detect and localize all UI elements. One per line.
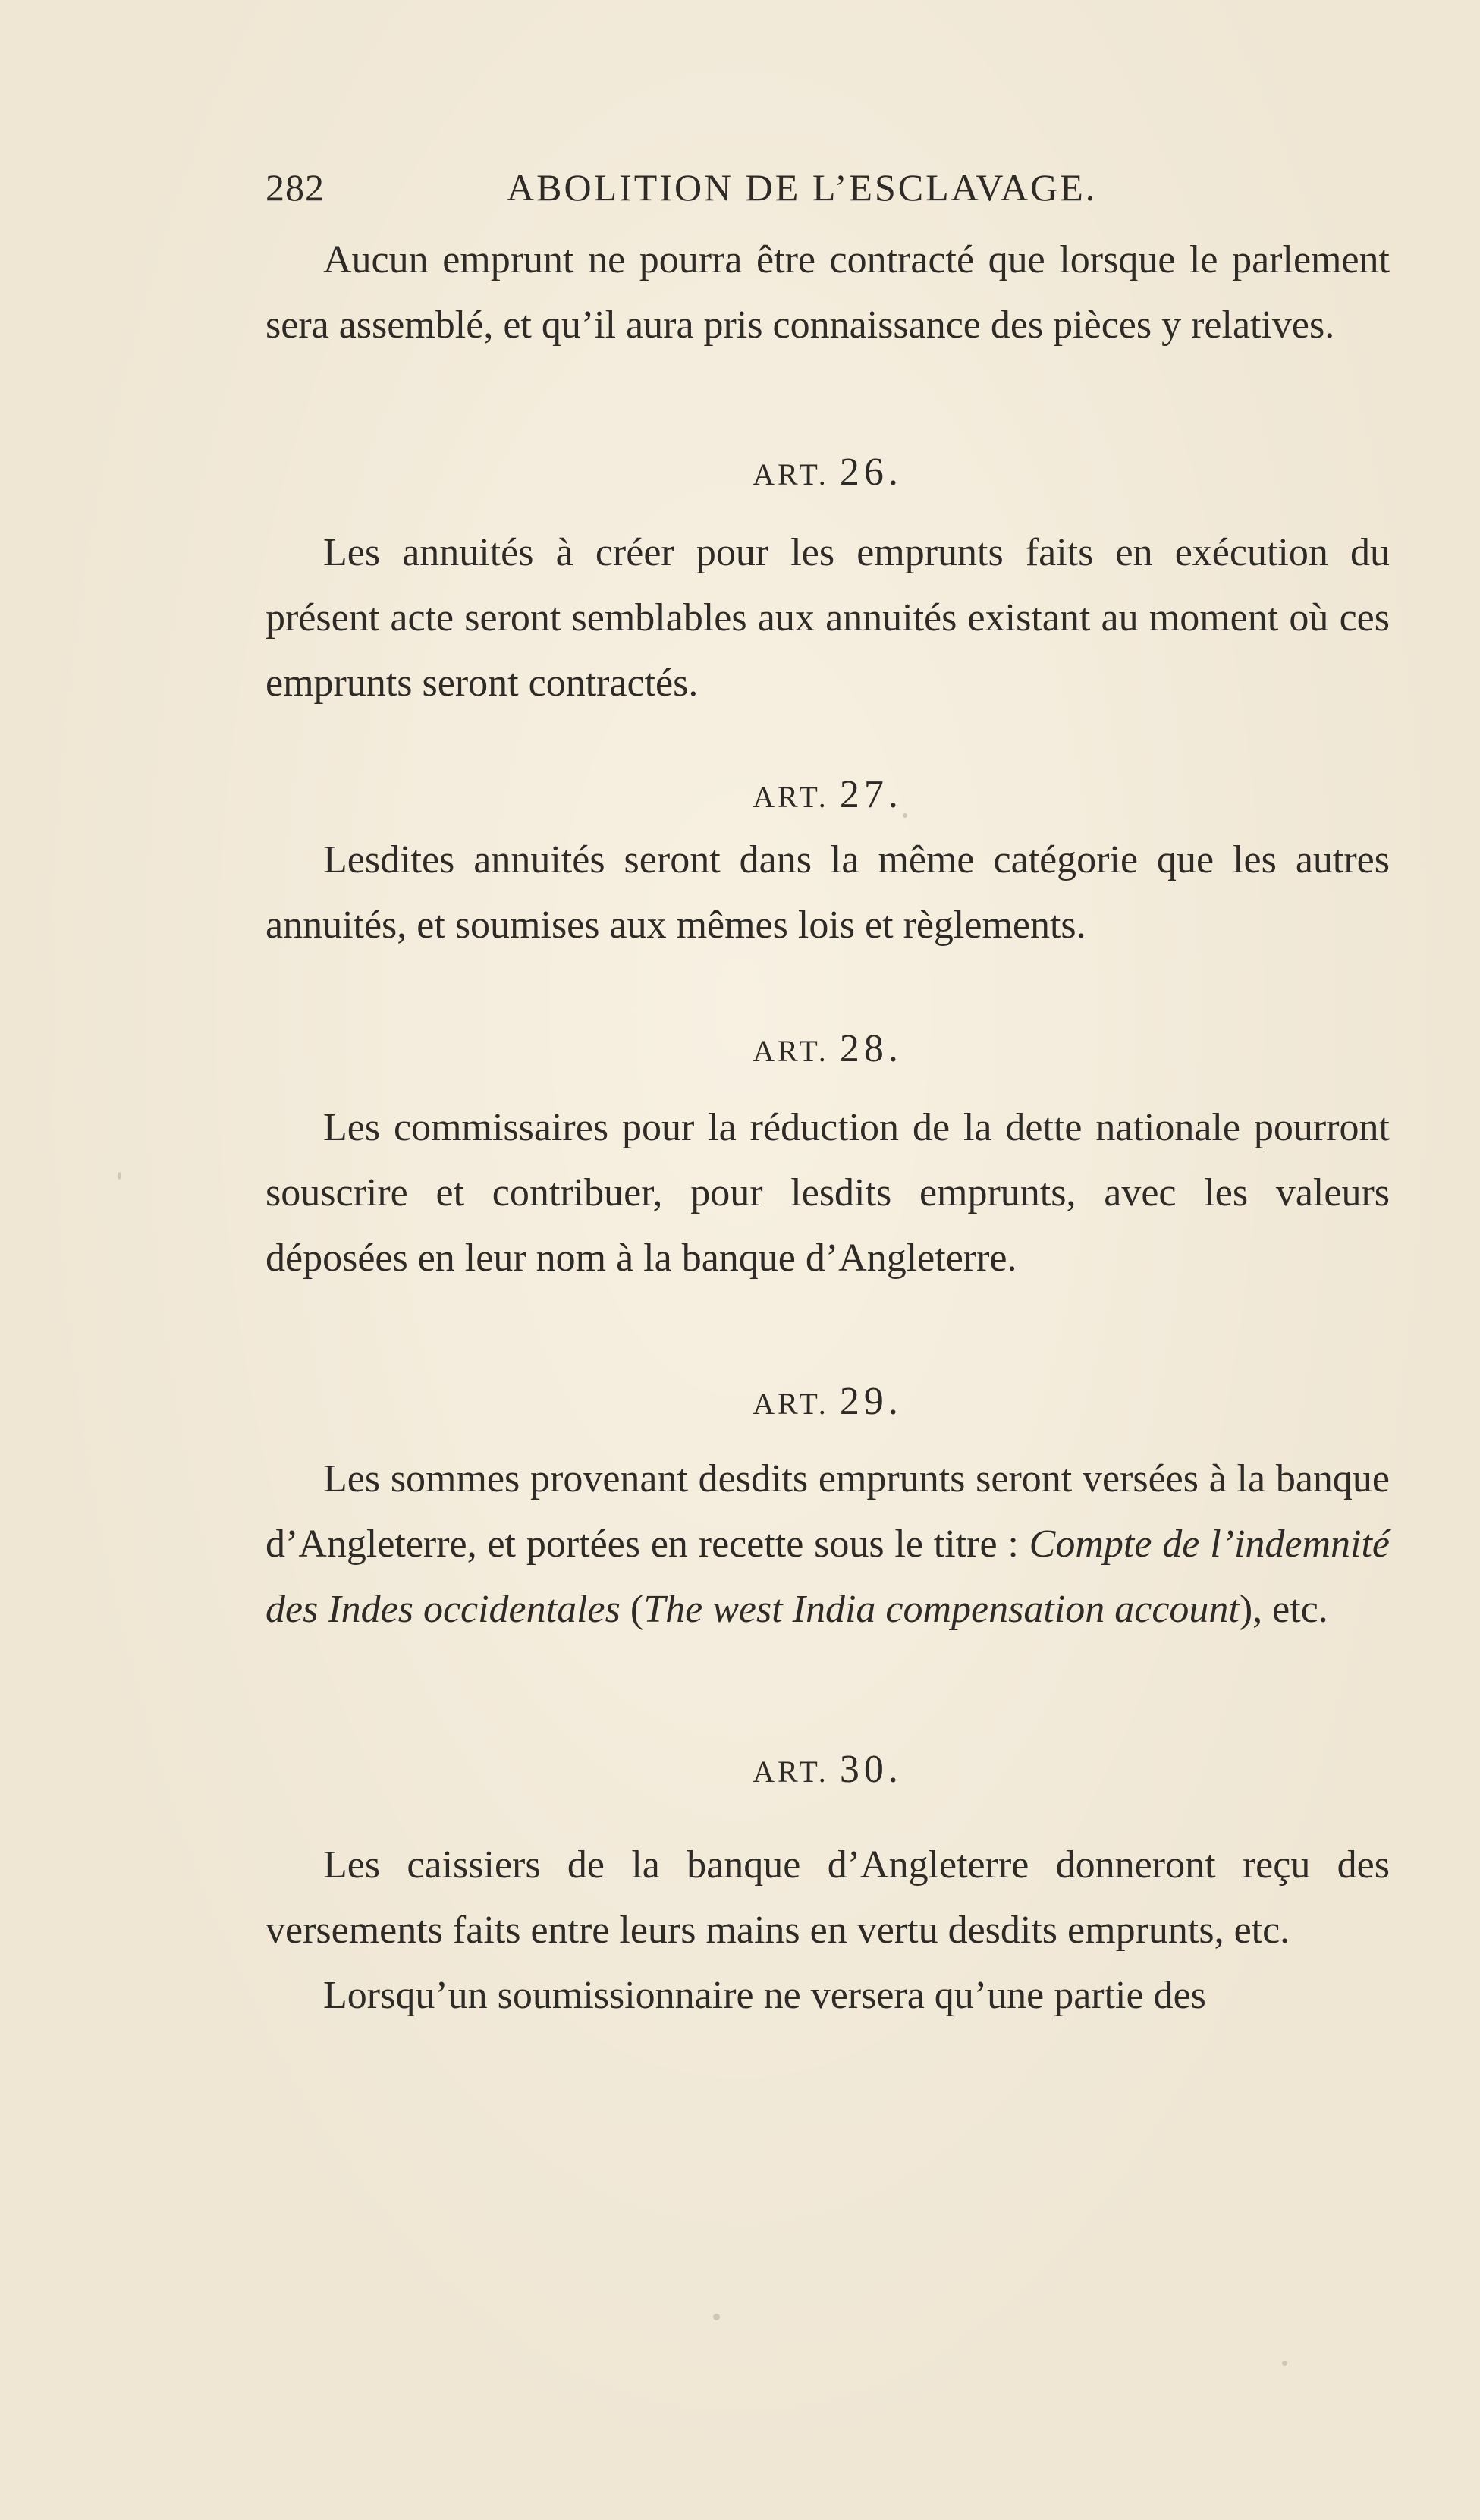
article-number: 26. — [839, 451, 903, 494]
paragraph-article-26: Les annuités à créer pour les emprunts faits en exécution du présent acte seront semblables aux annuités existant au moment où ces emprunts seront contractés. — [266, 531, 1390, 705]
article-number: 28. — [839, 1027, 903, 1070]
paragraph-article-30: Les caissiers de la banque d’Angleterre donneront reçu des versements faits entre leurs mains en vertu desdits emprunts, etc. — [266, 1843, 1390, 1952]
paper-speck — [1282, 2361, 1287, 2366]
paragraph-article-29 — [266, 1447, 1390, 1642]
article-29 — [266, 1369, 1390, 1642]
paper-speck — [713, 2314, 720, 2320]
article-number: 29. — [839, 1380, 903, 1423]
running-title: ABOLITION DE L’ESCLAVAGE. — [507, 166, 1098, 209]
article-30 — [266, 1737, 1390, 2028]
page-number: 282 — [266, 166, 325, 209]
paragraph-29-paren-open: ( — [630, 1588, 644, 1631]
text-block-intro — [266, 228, 1390, 358]
paragraph-article-28: Les commissaires pour la réduction de la dette nationale pourront souscrire et contribuer, pour lesdits emprunts, avec les valeurs déposées en leur nom à la banque d’Angleterre. — [266, 1106, 1390, 1280]
article-30-heading — [266, 1737, 1390, 1802]
paragraph-final: Lorsqu’un soumissionnaire ne versera qu’une partie des — [323, 1974, 1206, 2017]
article-29-heading — [266, 1369, 1390, 1434]
article-number: 30. — [839, 1748, 903, 1791]
article-26 — [266, 440, 1390, 716]
article-label: ART. — [753, 1034, 829, 1068]
paper-speck — [118, 1172, 121, 1180]
article-label: ART. — [753, 780, 829, 814]
article-26-heading — [266, 440, 1390, 505]
paragraph-intro: Aucun emprunt ne pourra être contracté que lorsque le parlement sera assemblé, et qu’il aura pris connaissance des pièces y relatives. — [266, 238, 1390, 347]
article-label: ART. — [753, 1387, 829, 1421]
article-28-heading — [266, 1016, 1390, 1082]
article-27 — [266, 762, 1390, 958]
paragraph-article-27: Lesdites annuités seront dans la même catégorie que les autres annuités, et soumises aux mêmes lois et règlements. — [266, 838, 1390, 947]
page-header — [266, 165, 1176, 226]
paragraph-29-ending: ), etc. — [1239, 1588, 1328, 1631]
article-label: ART. — [753, 457, 829, 492]
paper-speck — [903, 813, 907, 818]
article-28 — [266, 1016, 1390, 1291]
paragraph-29-italic-title: Compte de l’indemnité des Indes occidentales — [266, 1522, 1390, 1631]
paragraph-29-italic-english: The west India compensation account — [643, 1588, 1240, 1631]
article-label: ART. — [753, 1755, 829, 1789]
article-27-heading — [266, 762, 1390, 828]
paragraph-29-text: Les sommes provenant desdits emprunts seront versées à la banque d’Angleterre, et portées en recette sous le titre : — [266, 1457, 1390, 1566]
article-number: 27. — [839, 773, 903, 816]
